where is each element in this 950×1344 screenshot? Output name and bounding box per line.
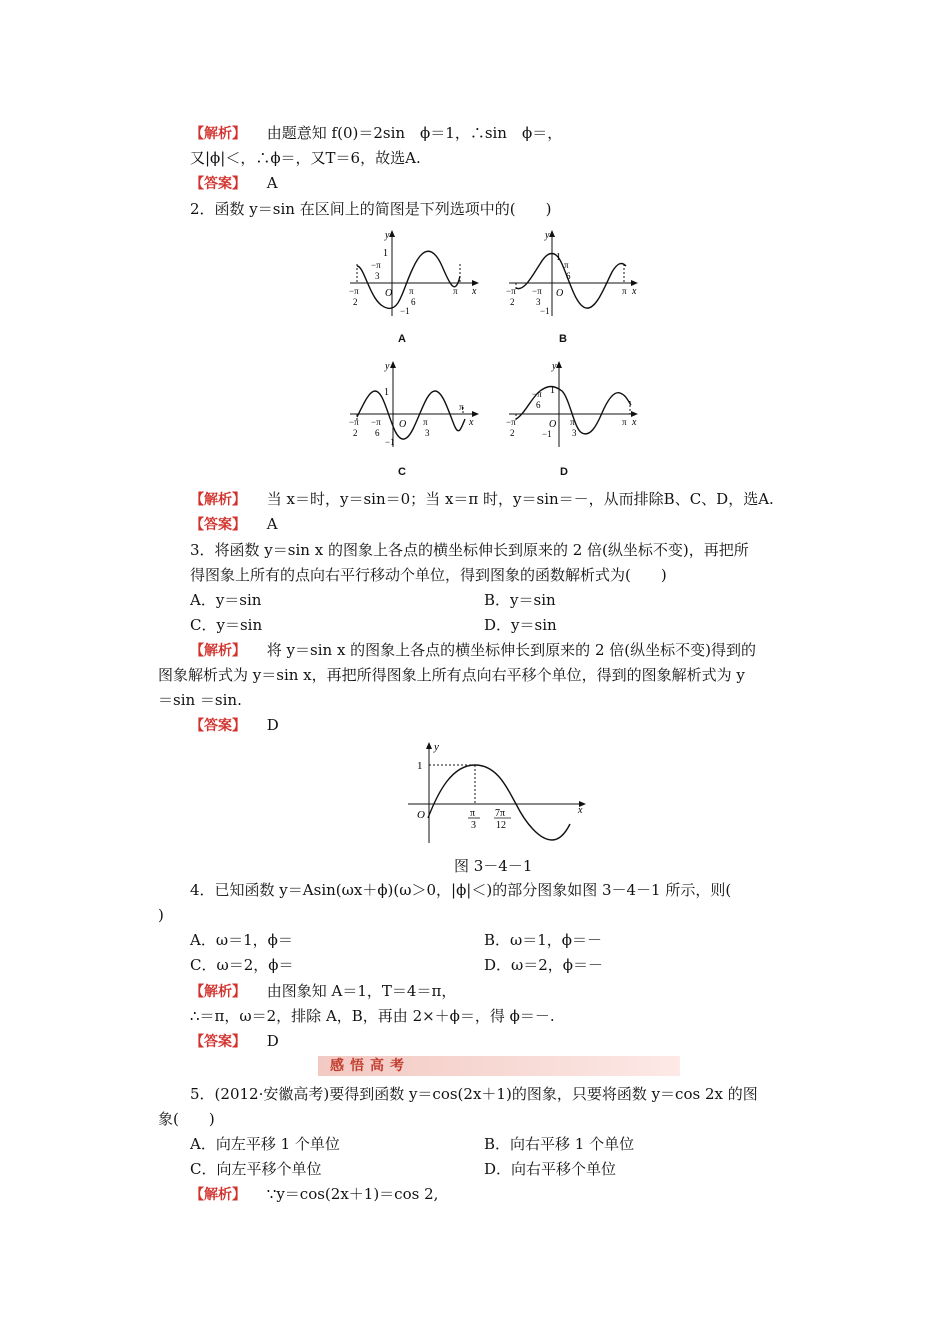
q2-stem: 2．函数 y＝sin 在区间上的简图是下列选项中的( ) [190,200,552,218]
analysis-tag: 【解析】 [190,643,246,659]
q4-option-b: B．ω＝1，ϕ＝－ [484,931,603,949]
q4-option-a: A．ω＝1，ϕ＝ [190,931,293,949]
q4-analysis-line1: 【解析】 由图象知 A＝1，T＝4＝π， [190,982,457,1000]
tick-pi6-den: 6 [566,271,571,281]
tick-neg1: −1 [540,306,550,316]
q1-answer: 【答案】 A [190,174,278,192]
tick-pi6-num: π [564,260,569,270]
q2-answer: 【答案】 A [190,515,278,533]
tick-origin: O [556,288,564,299]
tick-neg-pi6-den: 6 [375,428,380,438]
q4-stem-line1: 4．已知函数 y＝Asin(ωx＋ϕ)(ω＞0，|ϕ|＜)的部分图象如图 3－4－1 所示，则( [190,881,732,899]
plot-a-label: A [398,333,406,345]
answer-tag: 【答案】 [190,517,246,533]
tick-1: 1 [383,248,388,259]
fig-tick-7pi12-num: 7π [495,808,506,819]
tick-neg-pi2-num: −π [506,286,516,296]
q5-option-c: C．向左平移个单位 [190,1160,322,1178]
q4-answer: 【答案】 D [190,1032,279,1050]
q3-option-b: B．y＝sin [484,591,556,609]
tick-neg1: −1 [385,437,395,447]
tick-neg-pi2-num: −π [349,417,359,427]
figure-caption: 图 3－4－1 [454,857,533,875]
tick-1: 1 [550,385,555,396]
tick-neg-pi6-den: 6 [536,400,541,410]
tick-neg-pi3-den: 3 [536,297,541,307]
plot-b-label: B [559,333,567,345]
q3-option-c: C．y＝sin [190,616,263,634]
plot-c [345,357,485,452]
q3-analysis-line2: 图象解析式为 y＝sin x，再把所得图象上所有点向右平移个单位，得到的图象解析式为 y [158,666,745,684]
q5-stem-line1: 5．(2012·安徽高考)要得到函数 y＝cos(2x＋1)的图象，只要将函数 y＝cos 2x 的图 [190,1085,758,1103]
tick-origin: O [549,419,557,430]
tick-1: 1 [556,252,561,263]
fig-tick-pi3-den: 3 [471,820,476,831]
q4-option-c: C．ω＝2，ϕ＝ [190,956,294,974]
fig-tick-pi3-num: π [470,808,476,819]
q3-analysis-line1: 【解析】 将 y＝sin x 的图象上各点的横坐标伸长到原来的 2 倍(纵坐标不变)得到的 [190,641,756,659]
tick-x: x [632,286,637,297]
tick-neg-pi2-den: 2 [510,428,515,438]
tick-pi: π [453,286,458,296]
tick-pi3-den: 3 [425,428,430,438]
plot-d [504,357,644,452]
tick-neg-pi2-den: 2 [353,428,358,438]
q3-analysis-line3: ＝sin ＝sin. [158,691,242,709]
q1-analysis-line2: 又|ϕ|＜，∴ϕ＝，又T＝6，故选A. [190,149,421,167]
tick-neg-pi-den: 3 [375,271,380,281]
analysis-tag: 【解析】 [190,492,246,508]
analysis-tag: 【解析】 [190,1187,246,1203]
q5-stem-line2: 象( ) [158,1110,215,1128]
tick-pi: π [622,286,627,296]
tick-neg-pi2-den: 2 [353,297,358,307]
q5-analysis: 【解析】 ∵y＝cos(2x＋1)＝cos 2, [190,1185,439,1203]
q1-analysis-line1: 【解析】 由题意知 f(0)＝2sin ϕ＝1，∴sin ϕ＝， [190,124,563,142]
analysis-tag: 【解析】 [190,984,246,1000]
q5-option-b: B．向右平移 1 个单位 [484,1135,635,1153]
q3-stem-line2: 得图象上所有的点向右平行移动个单位，得到图象的函数解析式为( ) [190,566,667,584]
q5-option-a: A．向左平移 1 个单位 [190,1135,340,1153]
figure-3-4-1 [400,738,595,846]
tick-pi3-num: π [423,417,428,427]
q3-option-a: A．y＝sin [190,591,262,609]
q4-option-d: D．ω＝2，ϕ＝－ [484,956,604,974]
tick-neg-pi-num: −π [371,260,381,270]
q4-stem-line2: ) [158,906,164,924]
plot-d-label: D [560,466,568,478]
tick-neg-pi6-num: −π [371,417,381,427]
tick-y: y [545,230,550,241]
q4-analysis-line2: ∴＝π，ω＝2，排除 A，B，再由 2×＋ϕ＝，得 ϕ＝－. [190,1007,555,1025]
q3-option-d: D．y＝sin [484,616,557,634]
tick-neg1: −1 [542,429,552,439]
tick-origin: O [399,419,407,430]
tick-x: x [632,417,637,428]
analysis-tag: 【解析】 [190,126,246,142]
plot-c-label: C [398,466,406,478]
q5-option-d: D．向右平移个单位 [484,1160,617,1178]
fig-tick-y: y [434,741,439,753]
tick-x: x [472,286,477,297]
tick-y: y [552,361,557,372]
tick-neg-pi3-num: −π [532,286,542,296]
q3-answer: 【答案】 D [190,716,279,734]
fig-tick-x: x [578,805,583,816]
tick-pi6-den: 6 [411,297,416,307]
fig-tick-7pi12-den: 12 [496,820,506,831]
tick-neg1: −1 [400,306,410,316]
answer-tag: 【答案】 [190,1034,246,1050]
fig-tick-origin: O [417,809,425,821]
plot-a [345,226,485,321]
tick-neg-pi2-num: −π [349,286,359,296]
tick-neg-pi2-num: −π [506,417,516,427]
fig-tick-1: 1 [417,760,423,772]
tick-y: y [385,230,390,241]
tick-neg-pi6-num: −π [532,389,542,399]
tick-x: x [469,417,474,428]
q3-stem-line1: 3．将函数 y＝sin x 的图象上各点的横坐标伸长到原来的 2 倍(纵坐标不变)，再把所 [190,541,749,559]
tick-y: y [385,361,390,372]
tick-pi3-num: π [570,417,575,427]
tick-pi: π [622,417,627,427]
plot-b [504,226,644,321]
tick-neg-pi2-den: 2 [510,297,515,307]
tick-pi3-den: 3 [572,428,577,438]
tick-1: 1 [384,387,389,398]
tick-origin: O [385,288,393,299]
q2-analysis: 【解析】 当 x＝时，y＝sin＝0；当 x＝π 时，y＝sin＝－，从而排除B、C、D，选A. [190,490,774,508]
answer-tag: 【答案】 [190,176,246,192]
tick-pi6-num: π [409,286,414,296]
answer-tag: 【答案】 [190,718,246,734]
section-title: 感悟高考 [330,1058,410,1074]
tick-pi: π [459,402,464,412]
